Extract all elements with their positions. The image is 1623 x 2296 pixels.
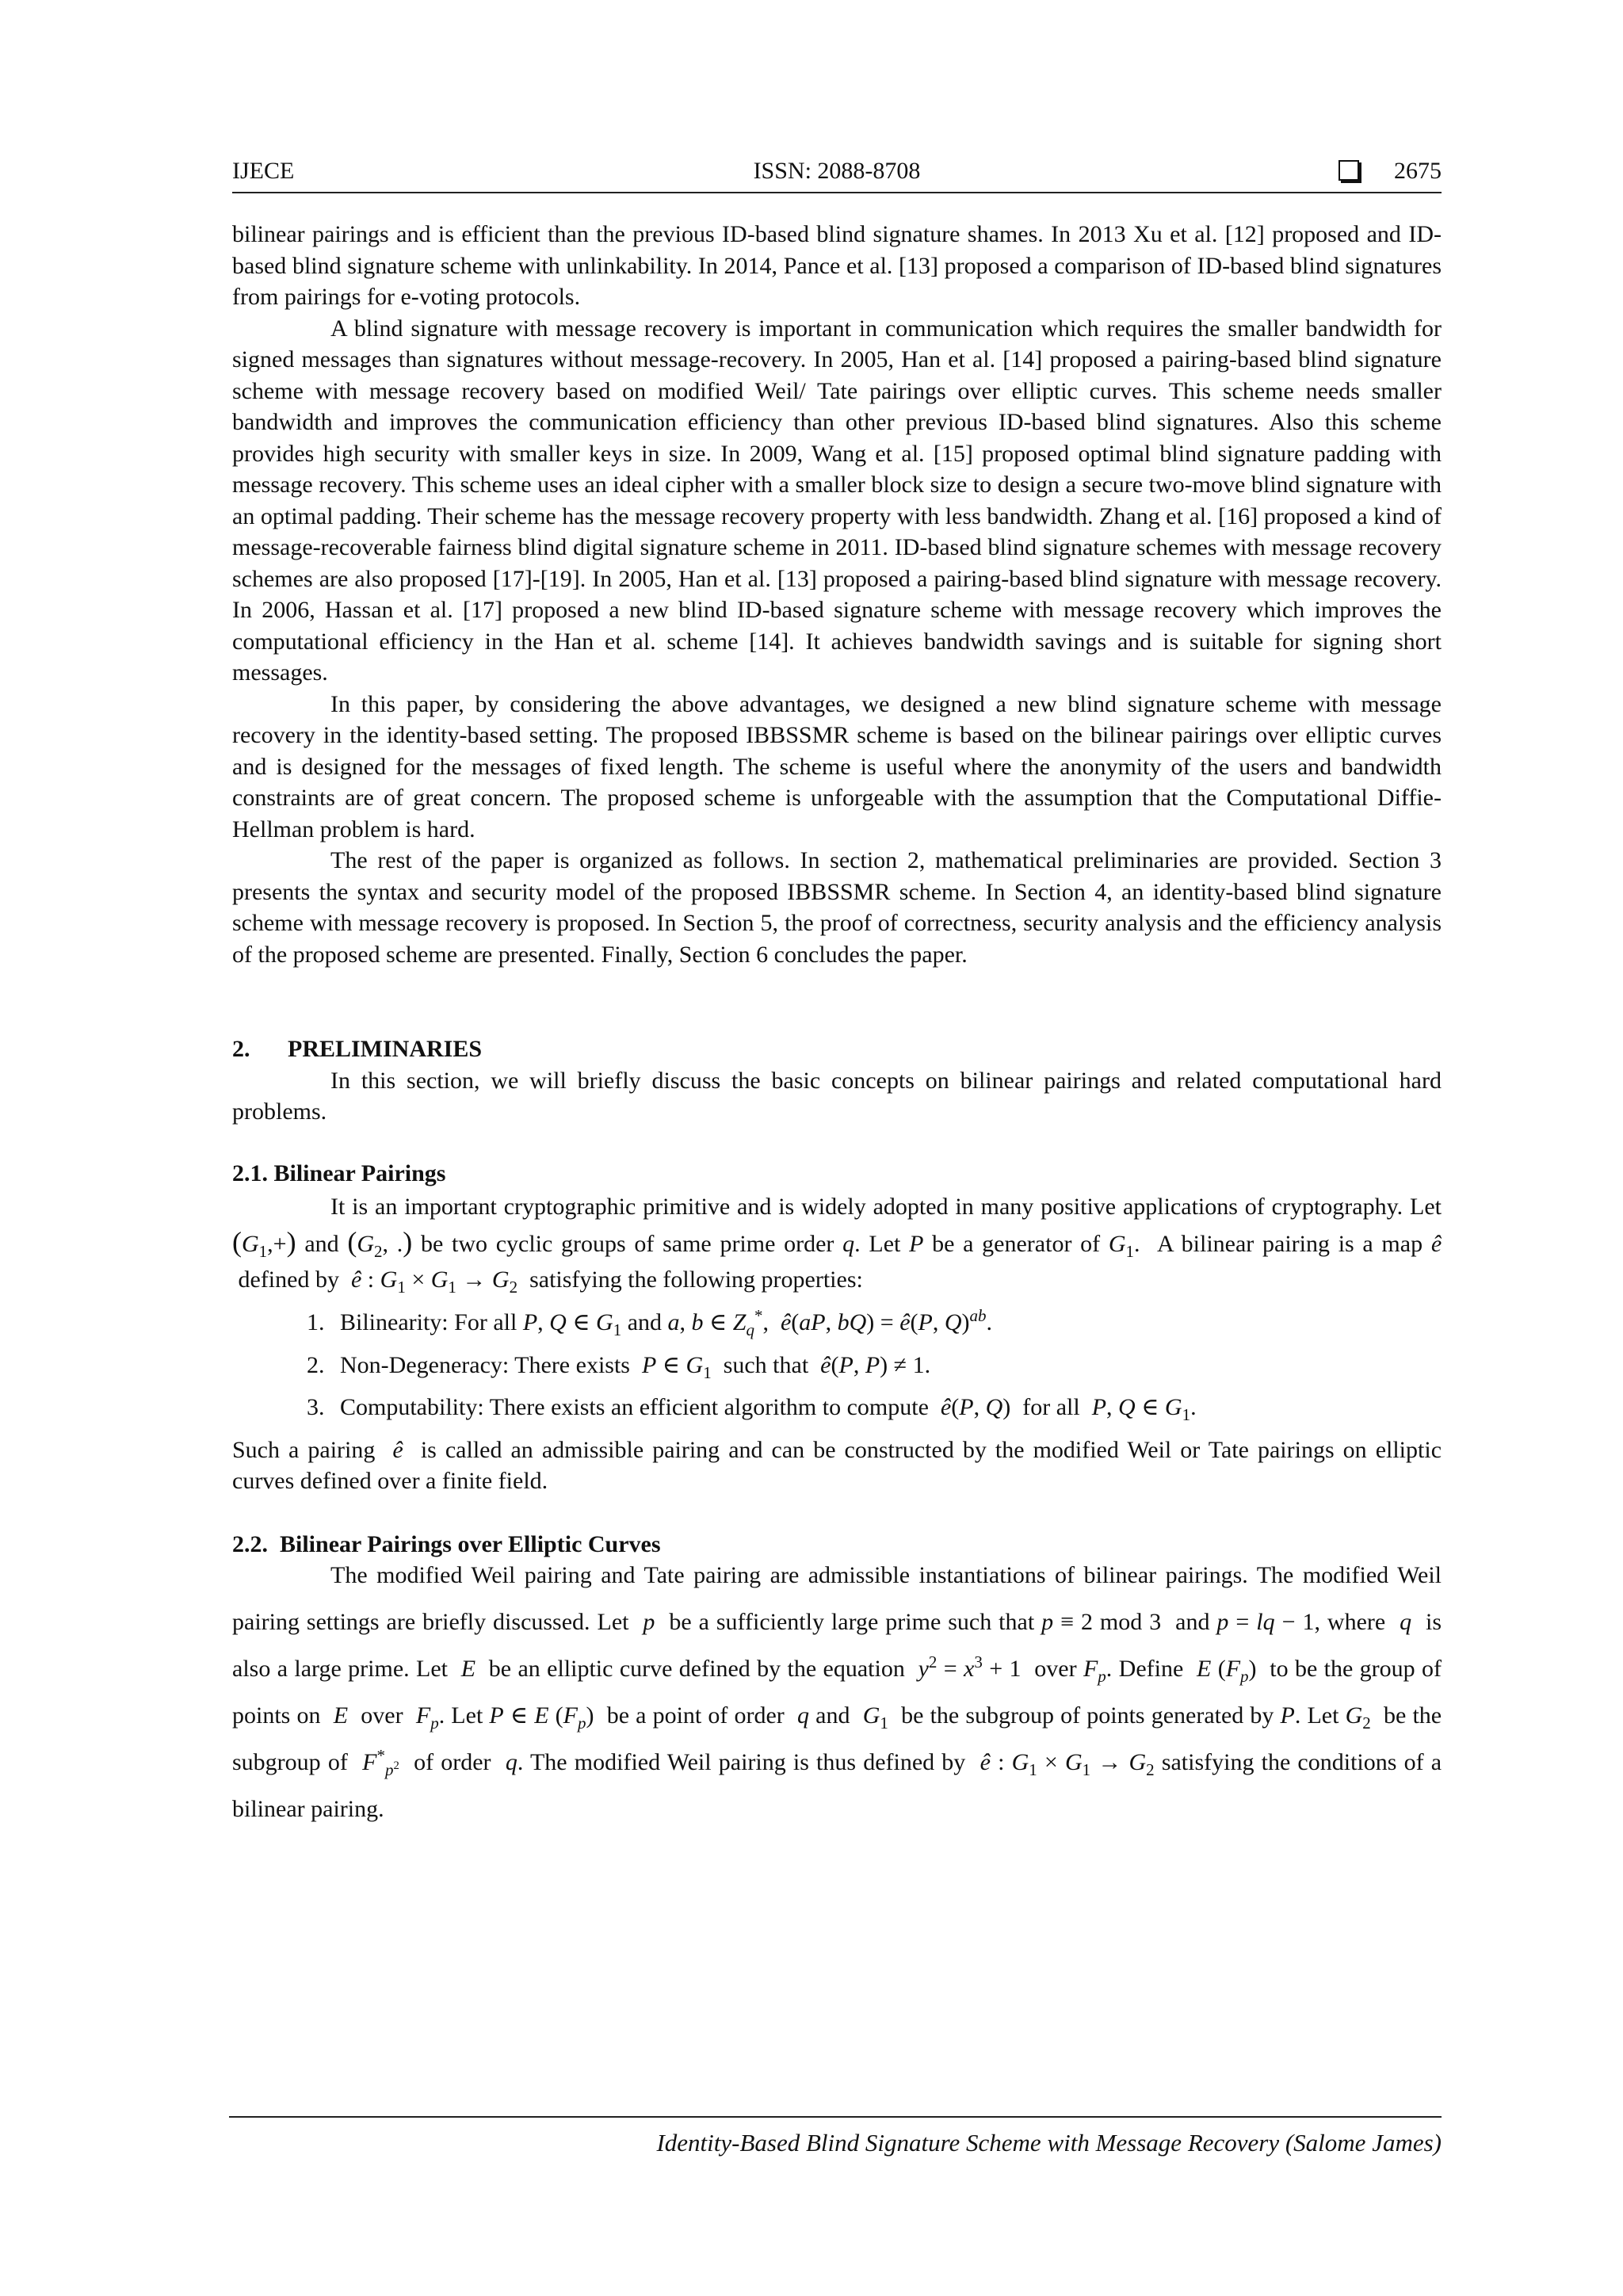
sub21-after-list: Such a pairing ê is called an admissible pairing and can be constructed by the modified Weil or Tate pairings on elliptic curves defined over a finite field. <box>232 1436 1442 1494</box>
journal-name: IJECE <box>232 158 295 184</box>
subsection-heading-2-1: 2.1. Bilinear Pairings <box>232 1159 446 1186</box>
intro-paragraph-1: bilinear pairings and is efficient than the previous ID-based blind signature shames. In 2013 Xu et al. [12] proposed and ID-based blind signature scheme with unlinkability. In 2014, Pance et al. [13] proposed a comparison of ID-based blind signatures from pairings for e-voting protocols. <box>232 221 1442 310</box>
page-number: 2675 <box>1394 158 1442 184</box>
checkbox-square-icon <box>1338 160 1359 181</box>
intro-paragraph-3: In this paper, by considering the above advantages, we designed a new blind signature scheme with message recovery in the identity-based setting. The proposed IBBSSMR scheme is based on the bilinear pairings over elliptic curves and is designed for the messages of fixed length. The scheme is useful where the anonymity of the users and bandwidth constraints are of great concern. The proposed scheme is unforgeable with the assumption that the Computational Diffie-Hellman problem is hard. <box>232 690 1442 842</box>
intro-paragraph-2: A blind signature with message recovery is important in communication which requires the smaller bandwidth for signed messages than signatures without message-recovery. In 2005, Han et al. [14] proposed a pairing-based blind signature scheme with message recovery based on modified Weil/ Tate pairings over elliptic curves. This scheme needs smaller bandwidth and improves the communication efficiency than other previous ID-based blind signatures. Also this scheme provides high security with smaller keys in size. In 2009, Wang et al. [15] proposed optimal blind signature padding with message recovery. This scheme uses an ideal cipher with a smaller block size to design a secure two-move blind signature with an optimal padding. Their scheme has the message recovery property with less bandwidth. Zhang et al. [16] proposed a kind of message-recoverable fairness blind digital signature scheme in 2011. ID-based blind signature schemes with message recovery schemes are also proposed [17]-[19]. In 2005, Han et al. [13] proposed a pairing-based blind signature with message recovery. In 2006, Hassan et al. [17] proposed a new blind ID-based signature scheme with message recovery which improves the computational efficiency in the Han et al. scheme [14]. It achieves bandwidth savings and is suitable for signing short messages. <box>232 315 1442 686</box>
property-computability: 3. Computability: There exists an efficient algorithm to compute ê(P, Q) for all P, Q ∈ $G_1$. <box>330 1392 1442 1423</box>
footer-rule <box>229 2116 1442 2118</box>
property-bilinearity: 1. Bilinearity: For all P, Q ∈ $G_1$ and a, b ∈ $Z_q^*$, ê(aP, bQ) = ê(P, Q)$^{ab}$. <box>330 1307 1442 1339</box>
page-number-group <box>1338 155 1442 187</box>
section2-paragraph: In this section, we will briefly discuss the basic concepts on bilinear pairings and related computational hard problems. <box>232 1067 1442 1125</box>
issn: ISSN: 2088-8708 <box>753 158 921 184</box>
intro-paragraph-4: The rest of the paper is organized as follows. In section 2, mathematical preliminaries are provided. Section 3 presents the syntax and security model of the proposed IBBSSMR scheme. In Section 4, an identity-based blind signature scheme with message recovery is proposed. In Section 5, the proof of correctness, security analysis and the efficiency analysis of the proposed scheme are presented. Finally, Section 6 concludes the paper. <box>232 847 1442 968</box>
sub21-paragraph: It is an important cryptographic primitive and is widely adopted in many positive applications of cryptography. Let $(G_1,+)$ and ($G_2$, .) be two cyclic groups of same prime order q. Let P be a generator of $G_1$. A bilinear pairing is a map ê defined by ê : $G_1 \times G_1 \to G_2$ satisfying the following properties: <box>232 1194 1442 1297</box>
section-title: PRELIMINARIES <box>288 1036 483 1062</box>
section-heading: 2. PRELIMINARIES <box>232 1036 483 1062</box>
article-body <box>232 219 1442 1832</box>
subsection-title: Bilinear Pairings over Elliptic Curves <box>280 1530 661 1557</box>
property-non-degeneracy: 2. Non-Degeneracy: There exists P ∈ $G_1$ such that ê(P, P) ≠ 1. <box>330 1350 1442 1381</box>
header-rule <box>232 192 1442 193</box>
running-footer: Identity-Based Blind Signature Scheme with Message Recovery (Salome James) <box>656 2129 1442 2157</box>
pairing-properties-list <box>232 1307 1442 1423</box>
subsection-title: Bilinear Pairings <box>273 1159 446 1186</box>
sub22-paragraph: The modified Weil pairing and Tate pairing are admissible instantiations of bilinear pairings. The modified Weil pairing settings are briefly discussed. Let p be a sufficiently large prime such that p ≡ 2 mod 3 and p = lq − 1, where q is also a large prime. Let E be an elliptic curve defined by the equation $y^2 = x^3 + 1$ over $F_p$. Define E $(F_p)$ to be the group of points on E over $F_p$. Let P ∈ E $(F_p)$ be a point of order q and $G_1$ be the subgroup of points generated by P. Let $G_2$ be the subgroup of $F^*_{p^2}$ of order q. The modified Weil pairing is thus defined by ê : $G_1 \times G_1 \to G_2$ satisfying the conditions of a bilinear pairing. <box>232 1562 1442 1822</box>
page-header <box>232 155 1442 190</box>
subsection-heading-2-2: 2.2. Bilinear Pairings over Elliptic Curves <box>232 1530 661 1557</box>
